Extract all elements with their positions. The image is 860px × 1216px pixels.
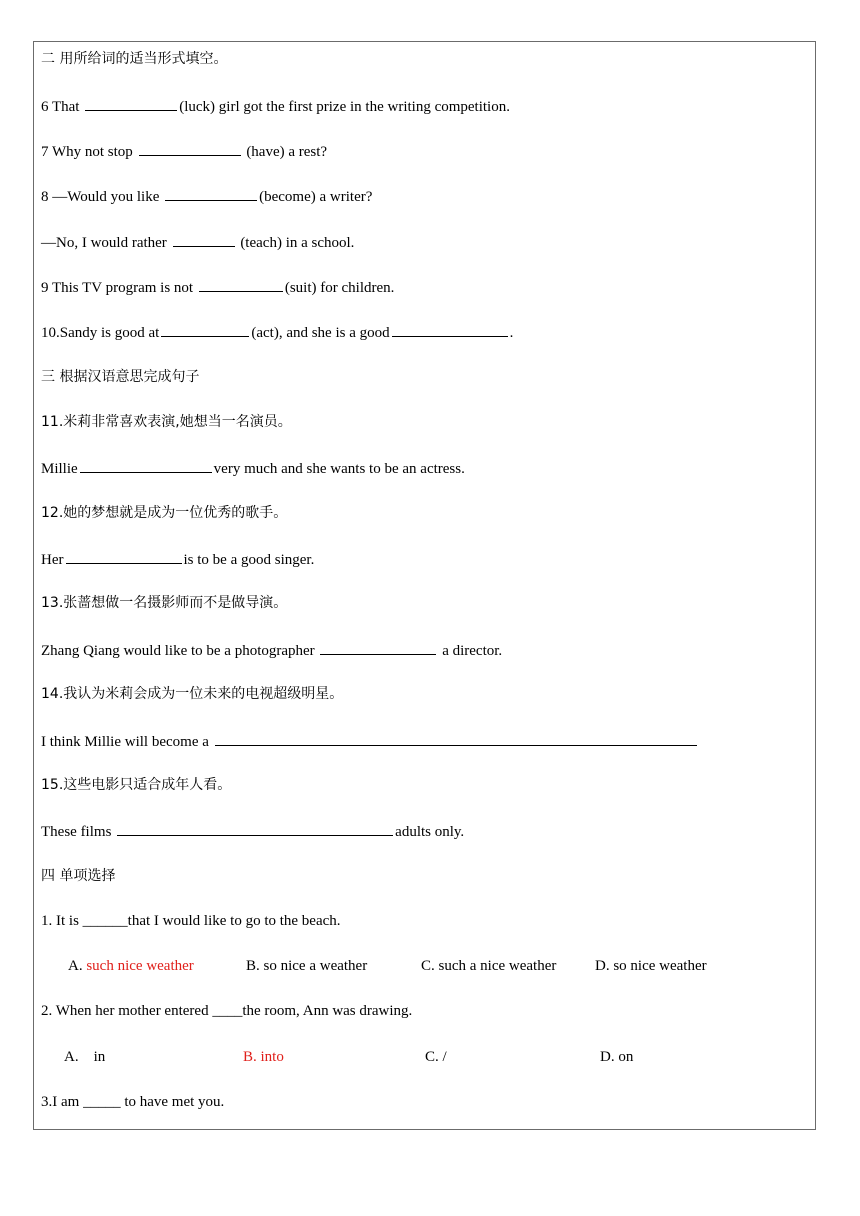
mc1-option-a-answer: such nice weather xyxy=(86,958,194,974)
mc1-option-b[interactable]: B. so nice a weather xyxy=(246,958,368,974)
section-3-heading: 三 根据汉语意思完成句子 xyxy=(41,369,200,385)
question-8: 8 —Would you like (become) a writer? xyxy=(41,186,372,206)
mc-question-1: 1. It is ______that I would like to go to the beach. xyxy=(41,913,341,929)
mc2-option-b[interactable]: B. into xyxy=(243,1049,284,1065)
question-15: These films adults only. xyxy=(41,821,464,841)
question-12: Her is to be a good singer. xyxy=(41,549,314,569)
answer-blank[interactable] xyxy=(392,322,508,337)
answer-blank[interactable] xyxy=(66,549,182,564)
answer-blank[interactable] xyxy=(80,458,212,473)
question-14-chinese: 14.我认为米莉会成为一位未来的电视超级明星。 xyxy=(41,686,344,702)
question-13: Zhang Qiang would like to be a photographer a director. xyxy=(41,640,502,660)
answer-blank[interactable] xyxy=(173,232,235,247)
question-7: 7 Why not stop (have) a rest? xyxy=(41,141,327,161)
question-11: Millie very much and she wants to be an actress. xyxy=(41,458,465,478)
mc-question-3: 3.I am _____ to have met you. xyxy=(41,1094,225,1110)
question-15-chinese: 15.这些电影只适合成年人看。 xyxy=(41,777,232,793)
answer-blank[interactable] xyxy=(320,640,436,655)
mc1-option-c[interactable]: C. such a nice weather xyxy=(421,958,557,974)
question-13-chinese: 13.张蔷想做一名摄影师而不是做导演。 xyxy=(41,595,288,611)
answer-blank[interactable] xyxy=(161,322,249,337)
answer-blank[interactable] xyxy=(117,821,393,836)
mc2-option-a[interactable]: A. in xyxy=(64,1049,106,1065)
mc1-option-a[interactable]: A. such nice weather xyxy=(68,958,194,974)
answer-blank[interactable] xyxy=(199,277,283,292)
question-11-chinese: 11.米莉非常喜欢表演,她想当一名演员。 xyxy=(41,414,292,430)
question-8-reply: —No, I would rather (teach) in a school. xyxy=(41,232,354,252)
question-10: 10.Sandy is good at (act), and she is a good . xyxy=(41,322,513,342)
section-4-heading: 四 单项选择 xyxy=(41,868,116,884)
answer-blank[interactable] xyxy=(85,96,177,111)
mc2-option-d[interactable]: D. on xyxy=(600,1049,634,1065)
mc1-option-d[interactable]: D. so nice weather xyxy=(595,958,707,974)
answer-blank[interactable] xyxy=(139,141,241,156)
answer-blank[interactable] xyxy=(165,186,257,201)
question-14: I think Millie will become a xyxy=(41,731,699,751)
question-6: 6 That (luck) girl got the first prize in the writing competition. xyxy=(41,96,510,116)
mc-question-2: 2. When her mother entered ____the room, Ann was drawing. xyxy=(41,1003,413,1019)
section-2-heading: 二 用所给词的适当形式填空。 xyxy=(41,51,228,67)
question-9: 9 This TV program is not (suit) for children. xyxy=(41,277,394,297)
answer-blank[interactable] xyxy=(215,731,697,746)
mc2-option-c[interactable]: C. / xyxy=(425,1049,447,1065)
question-12-chinese: 12.她的梦想就是成为一位优秀的歌手。 xyxy=(41,505,288,521)
